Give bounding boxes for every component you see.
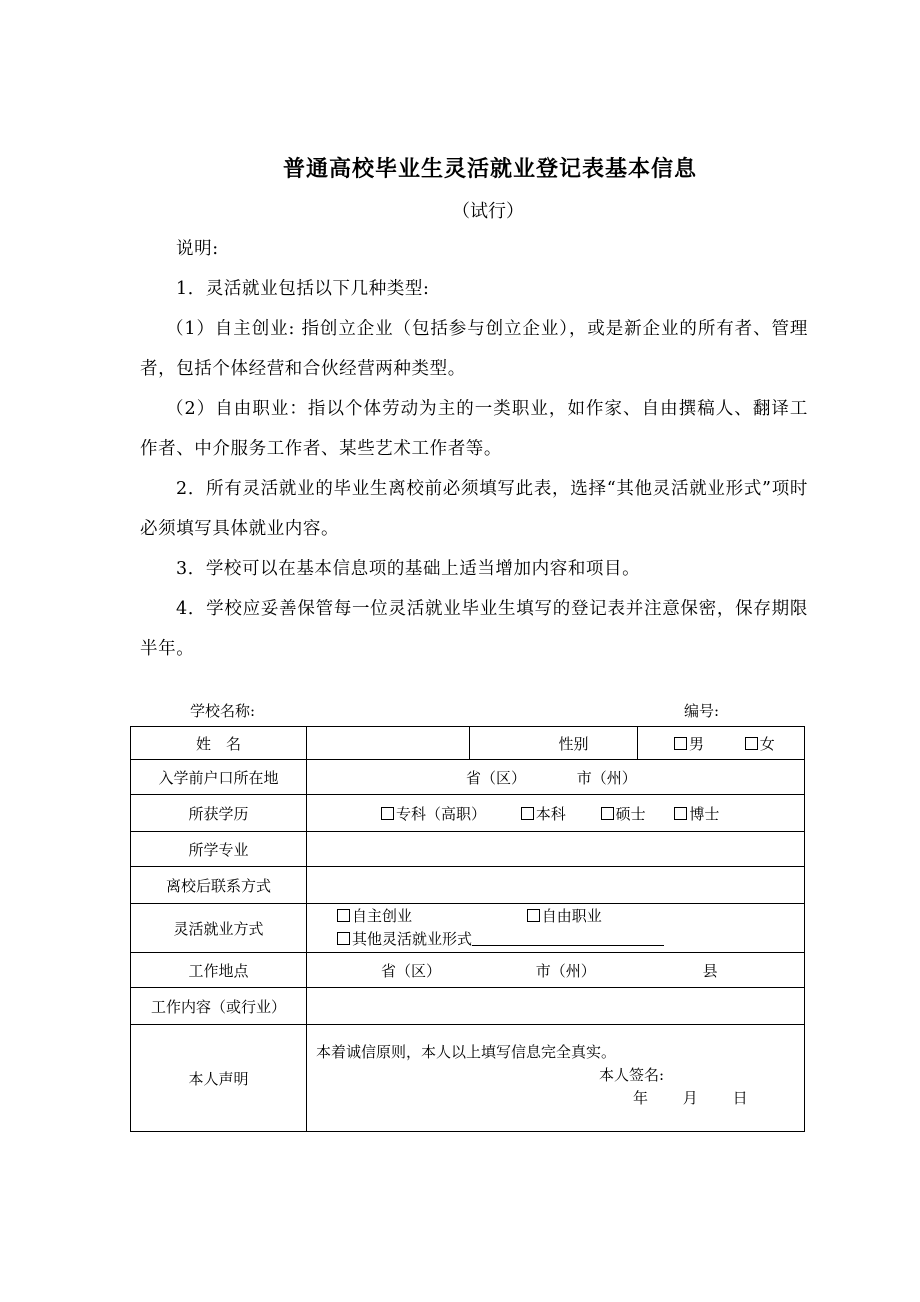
checkbox-icon [601,807,614,820]
instruction-1: 1．灵活就业包括以下几种类型: [176,279,430,299]
degree-option-junior-college[interactable]: 专科（高职） [381,805,486,823]
checkbox-icon [337,909,350,922]
hukou-province: 省（区） [466,768,527,787]
workplace-city: 市（州） [535,961,596,980]
school-name-label: 学校名称: [190,702,256,720]
male-checkbox[interactable]: 男 [674,735,704,753]
work-content-label: 工作内容（或行业） [131,988,307,1025]
workplace-county: 县 [702,961,718,980]
contact-field[interactable] [307,867,805,904]
declaration-label: 本人声明 [131,1025,307,1132]
hukou-field[interactable] [307,760,805,795]
document-subtitle: （试行） [452,201,524,222]
degree-option-bachelor[interactable]: 本科 [521,805,566,823]
signature-date[interactable]: 年 月 日 [633,1089,748,1107]
row-degree [131,795,805,832]
instruction-1a: （1）自主创业: 指创立企业（包括参与创立企业），或是新企业的所有者、管理者，包括个体经营和合伙经营两种类型。 [140,319,808,379]
checkbox-icon [674,737,687,750]
checkbox-icon [381,807,394,820]
degree-options [307,795,805,832]
major-label: 所学专业 [131,832,307,867]
declaration-text: 本着诚信原则，本人以上填写信息完全真实。 [316,1043,617,1061]
degree-label: 所获学历 [131,795,307,832]
row-declaration [131,1025,805,1132]
mode-option-self-employed[interactable]: 自主创业 [337,907,412,925]
row-employment-mode [131,904,805,953]
registration-form [130,726,805,1132]
female-checkbox[interactable]: 女 [745,735,775,753]
major-field[interactable] [307,832,805,867]
workplace-field[interactable] [307,953,805,988]
row-hukou [131,760,805,795]
row-name [131,727,805,760]
mode-option-freelance[interactable]: 自由职业 [527,907,602,925]
row-major [131,832,805,867]
other-mode-blank[interactable] [472,931,664,946]
checkbox-icon [674,807,687,820]
instruction-3: 3．学校可以在基本信息项的基础上适当增加内容和项目。 [176,559,641,579]
instruction-1b: （2）自由职业：指以个体劳动为主的一类职业，如作家、自由撰稿人、翻译工作者、中介服务工作者、某些艺术工作者等。 [140,399,808,459]
row-contact [131,867,805,904]
gender-label: 性别 [470,727,638,760]
declaration-content [307,1025,805,1132]
degree-option-master[interactable]: 硕士 [601,805,646,823]
instructions-heading: 说明: [176,239,219,259]
number-label: 编号: [684,702,720,720]
instruction-2: 2．所有灵活就业的毕业生离校前必须填写此表，选择“其他灵活就业形式”项时必须填写具体就业内容。 [140,479,808,539]
name-label: 姓 名 [131,727,307,760]
contact-label: 离校后联系方式 [131,867,307,904]
row-work-content [131,988,805,1025]
checkbox-icon [337,932,350,945]
row-workplace [131,953,805,988]
employment-mode-options [307,904,805,953]
workplace-province: 省（区） [381,961,442,980]
name-field[interactable] [307,727,470,760]
checkbox-icon [521,807,534,820]
hukou-city: 市（州） [576,768,637,787]
instruction-4: 4．学校应妥善保管每一位灵活就业毕业生填写的登记表并注意保密，保存期限半年。 [140,599,808,659]
hukou-label: 入学前户口所在地 [131,760,307,795]
gender-options [638,727,805,760]
signature-label: 本人签名: [599,1066,665,1084]
document-title: 普通高校毕业生灵活就业登记表基本信息 [282,156,697,182]
mode-option-other[interactable]: 其他灵活就业形式 [337,930,472,948]
degree-option-doctor[interactable]: 博士 [674,805,719,823]
checkbox-icon [745,737,758,750]
employment-mode-label: 灵活就业方式 [131,904,307,953]
work-content-field[interactable] [307,988,805,1025]
workplace-label: 工作地点 [131,953,307,988]
checkbox-icon [527,909,540,922]
